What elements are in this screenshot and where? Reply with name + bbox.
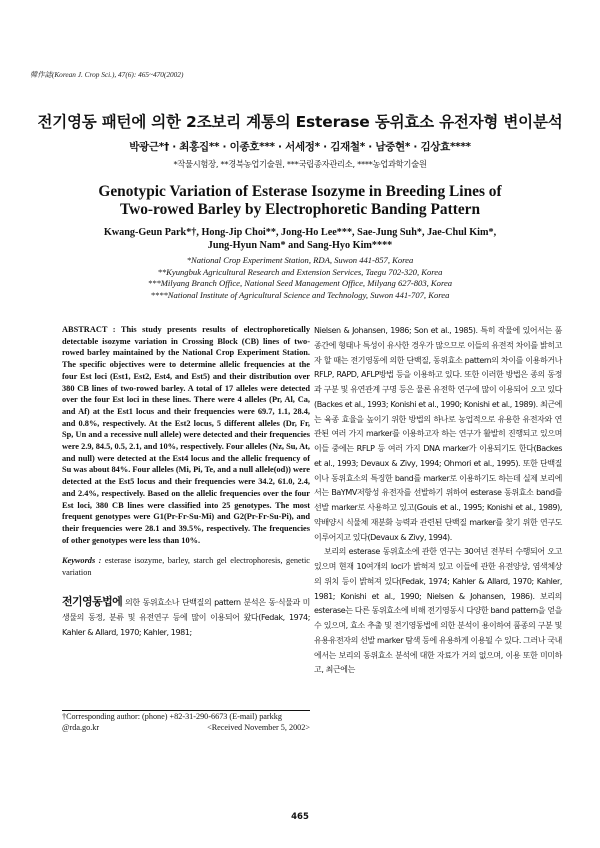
intro-text: 의한 동위효소나 단백질의 pattern 분석은 동·식물과 미생물의 동정, 분류 및 유전연구 등에 많이 이용되어 왔다(Fedak, 1974; Kahler & Allard, 1970; Kahler, 1981; xyxy=(62,598,310,637)
abstract-text: This study presents results of electrophoretically detectable isozyme variation in Crossing Block (CB) lines of two-rowed barley maintained by the National Crop Experiment Station. The specific objectives were to determine allelic frequencies at the four Est loci (Est1, Est2, Est4, and Est5) and their distribution over 380 CB lines of two-rowed barley. A total of 17 alleles were detected over the four Est loci in these lines. There were 4 alleles (Pr, Al, Ca, and Af) at the Est1 locus and their frequencies were 69.7, 1.1, 28.4, and 0.8%, respectively. At the Est2 locus, 5 different alleles (Dr, Fr, Sp, Un and a recessive null allele) were detected and their frequencies were 2.9, 84.5, 0.5, 2.1, and 10%, respectively. Four alleles (Nz, Su, At, and null) were detected at the Est4 locus and the allelic frequency of Su was about 84%. Four alleles (Mi, Pi, Te, and a null allele(od)) were detected at the Est5 locus and their frequencies were 34.2, 61.0, 2.4, and 2.4%, respectively. Based on the allelic frequencies over the four Est loci, 380 CB lines were classified into 25 genotypes. The most frequent genotypes were G1(Pr-Fr-Su-Mi) and G2(Pr-Fr-Su-Pi), and their frequencies were 28.1 and 39.5%, respectively. The frequencies of other genotypes were less than 10%. xyxy=(62,325,310,545)
left-column xyxy=(62,324,310,640)
korean-title: 전기영동 패턴에 의한 2조보리 계통의 Esterase 동위효소 유전자형 변이분석 xyxy=(37,113,563,131)
corresponding-author-footnote xyxy=(62,712,310,733)
right-paragraph-2: 보리의 esterase 동위효소에 관한 연구는 30여년 전부터 수행되어 오고 있으며 현재 10여개의 loci가 밝혀져 있고 이들에 관한 유전양상, 염색체상의 위치 등이 밝혀져 있다(Fedak, 1974; Kahler & Allard, 1970; Kahler, 1981; Konishi et al., 1990; Nielsen & Johansen, 1986). 보리의 esterase는 다른 동위효소에 비해 전기영동시 다양한 band pattern을 얻을 수 있으며, 효소 추출 및 전기영동법에 의한 분석이 용이하여 품종의 구분 및 유용유전자의 선발 marker 탐색 등에 유용하게 이용될 수 있다. 그러나 국내에서는 보리의 동위효소 분석에 대한 자료가 거의 없으며, 이용 또한 미미하고, 최근에는 xyxy=(314,547,562,675)
footnote-email-domain: @rda.go.kr xyxy=(62,722,100,732)
abstract-label: ABSTRACT : xyxy=(62,325,116,334)
abstract xyxy=(62,324,310,546)
affiliation-3: ***Milyang Branch Office, National Seed Management Office, Milyang 627-803, Korea xyxy=(147,278,453,288)
footnote-line2 xyxy=(62,723,310,734)
received-date: <Received November 5, 2002> xyxy=(207,722,310,732)
english-affiliations xyxy=(0,255,600,301)
right-paragraph-1: Nielsen & Johansen, 1986; Son et al., 1985). 특히 작물에 있어서는 품종간에 형태나 특성이 유사한 경우가 많으므로 이들의 유전적 차이를 밝히고자 할 때는 전기영동에 의한 단백질, 동위효소 pattern의 차이를 이용하거나 RFLP, RAPD, AFLP방법 등을 이용하고 있다. 또한 이러한 방법은 종의 동정과 구분 및 유연관계 구명 등은 물론 유전학 연구에 많이 이용되어 오고 있다(Backes et al., 1993; Konishi et al., 1990; Konishi et al., 1989). 최근에는 육종 효율을 높이기 위한 방법의 하나로 농업적으로 유용한 유전자와 연관된 여러 가지 marker를 이용하고자 하는 연구가 활발히 진행되고 있으며 이들 중에는 RFLP 등 여러 가지 DNA marker가 이용되기도 한다(Backes et al., 1993; Devaux & Zivy, 1994; Ohmori et al., 1995). 또한 단백질이나 동위효소의 특징한 band를 marker로 이용하기도 하는데 실제 보리에서는 BaYMV저항성 유전자를 선발하기 위하여 esterase 동위효소 band를 선발 marker로 사용하고 있고(Gouis et al., 1995; Konishi et al., 1989), 약배양시 식물체 재분화 능력과 관련된 단백질 marker를 찾기 위한 연구도 이루어지고 있다(Devaux & Zivy, 1994). xyxy=(314,326,562,542)
english-authors xyxy=(0,227,600,252)
journal-citation: 韓作誌(Korean J. Crop Sci.), 47(6): 465~470(2002) xyxy=(30,70,184,79)
keywords xyxy=(62,555,310,578)
affiliation-1: *National Crop Experiment Station, RDA, Suwon 441-857, Korea xyxy=(186,255,414,265)
footnote-divider xyxy=(62,710,310,711)
korean-authors: 박광근*† · 최홍집** · 이종호*** · 서세정* · 김재철* · 남중현* · 김상효**** xyxy=(129,141,471,153)
intro-lead: 전기영동법에 xyxy=(62,595,123,609)
introduction xyxy=(62,595,310,640)
english-authors-line1: Kwang-Geun Park*†, Hong-Jip Choi**, Jong-Ho Lee***, Sae-Jung Suh*, Jae-Chul Kim*, xyxy=(103,227,497,238)
english-title-line1: Genotypic Variation of Esterase Isozyme in Breeding Lines of xyxy=(98,183,502,200)
affiliation-4: ****National Institute of Agricultural Science and Technology, Suwon 441-707, Korea xyxy=(150,289,450,300)
page-number: 465 xyxy=(291,812,309,822)
keywords-label: Keywords : xyxy=(62,556,102,566)
footnote-line1: †Corresponding author: (phone) +82-31-290-6673 (E-mail) parkkg xyxy=(62,712,282,721)
english-title xyxy=(0,183,600,219)
affiliation-2: **Kyungbuk Agricultural Research and Extension Services, Taegu 702-320, Korea xyxy=(157,266,443,277)
korean-affiliations: *작물시험장, **경북농업기술원, ***국립종자관리소, ****농업과학기술원 xyxy=(173,159,427,169)
keywords-text: esterase isozyme, barley, starch gel electrophoresis, genetic variation xyxy=(62,556,310,577)
english-authors-line2: Jung-Hyun Nam* and Sang-Hyo Kim**** xyxy=(207,239,393,251)
right-column xyxy=(314,324,562,678)
english-title-line2: Two-rowed Barley by Electrophoretic Banding Pattern xyxy=(119,201,481,218)
